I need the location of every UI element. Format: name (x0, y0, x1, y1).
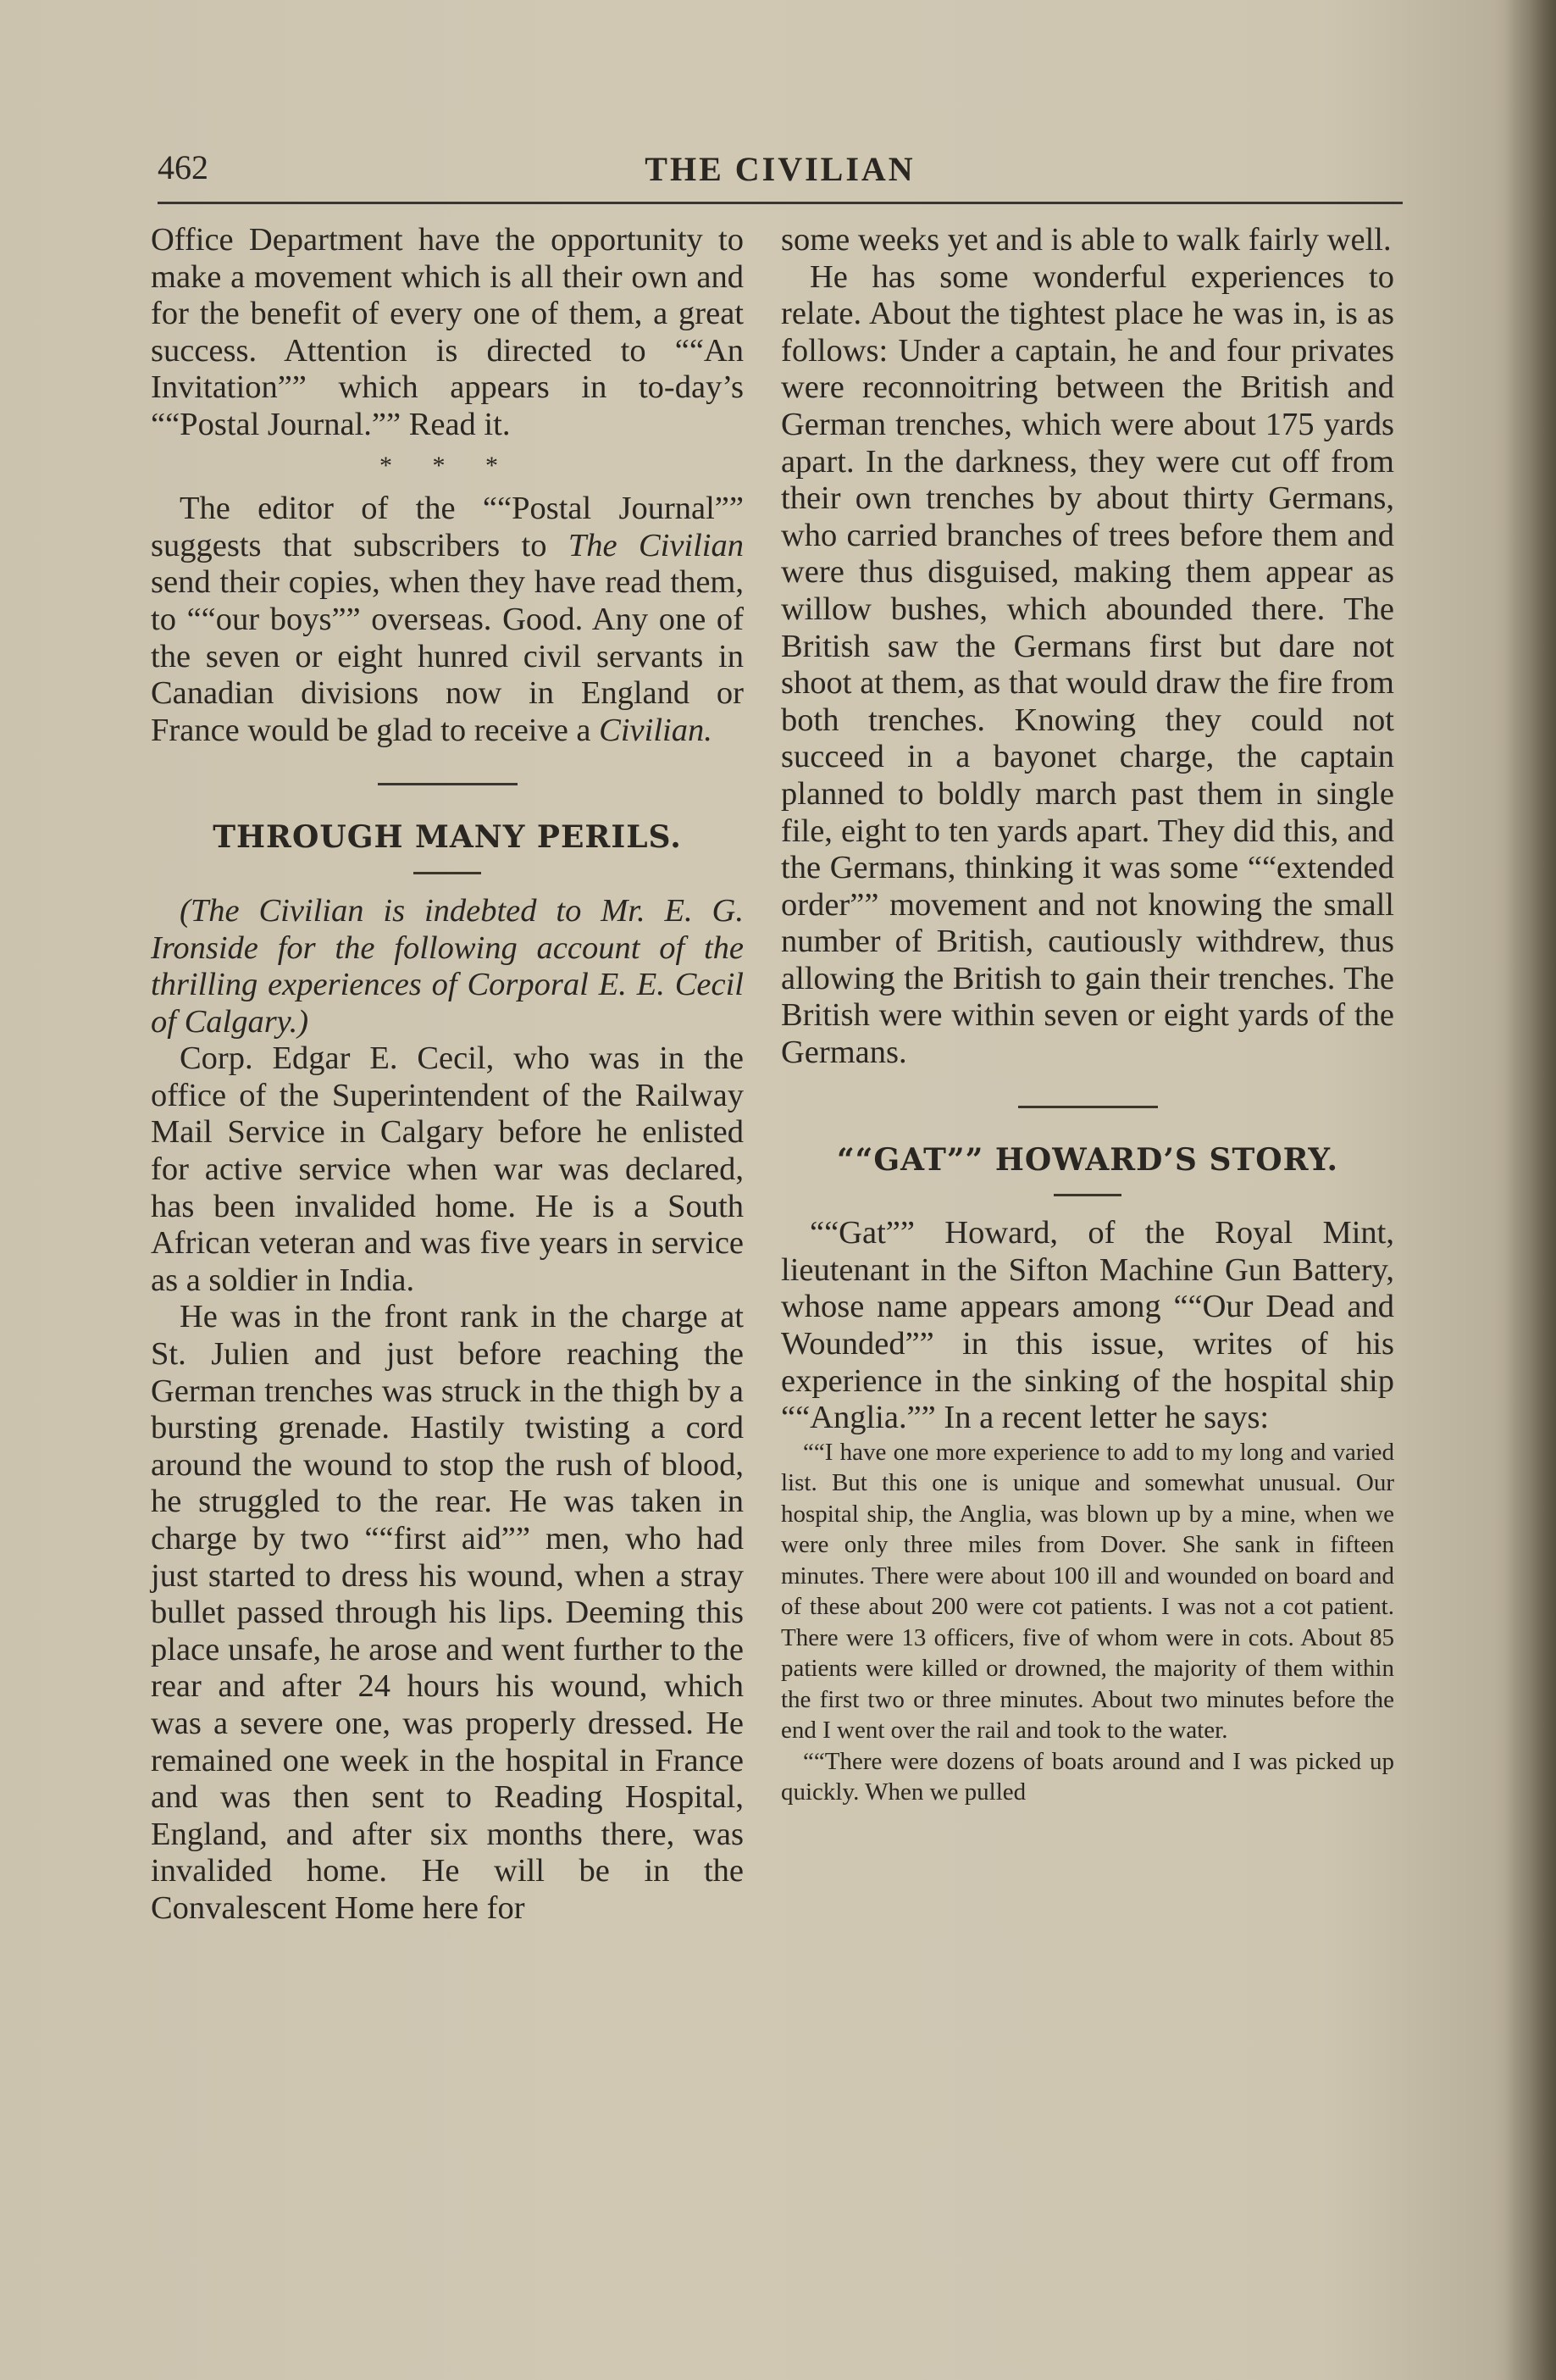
heading-gat-howard: ““GAT”” HOWARD’S STORY. (836, 1141, 1339, 1178)
editor-text-b: send their copies, when they have read them, to ““our boys”” overseas. Good. Any one of the seven or eight hunred civil servants in Canadian divisions now in England or France would be glad to receive a (151, 564, 744, 748)
howard-paragraph: ““Gat”” Howard, of the Royal Mint, lieutenant in the Sifton Machine Gun Battery, whose name appears among ““Our Dead and Wounded”” in this issue, writes of his experience in the sinking of the hospital ship ““Anglia.”” In a recent letter he says: (781, 1215, 1394, 1436)
heading-underline (413, 872, 481, 874)
letter-quote (781, 1437, 1394, 1808)
heading-underline-2 (1054, 1194, 1121, 1196)
cecil-paragraph-3: He has some wonderful experiences to relate. About the tightest place he was in, is as follows: Under a captain, he and four privates were reconnoitring between the British and German trenches, which were about 175 yards apart. In the darkness, they were cut off from their own trenches by about thirty Germans, who carried branches of trees before them and were thus disguised, making them appear as willow bushes, which abounded there. The British saw the Germans first but dare not shoot at them, as that would draw the fire from both trenches. Knowing they could not succeed in a bayonet charge, the captain planned to boldly march past them in single file, eight to ten yards apart. They did this, and the Germans, thinking it was some ““extended order”” movement and not knowing the small number of British, cautiously withdrew, thus allowing the British to gain their trenches. The British were within seven or eight yards of the Germans. (781, 258, 1394, 1071)
editor-text-italic2: Civilian. (599, 712, 712, 748)
page-number: 462 (158, 148, 208, 186)
header-rule (158, 202, 1403, 204)
editor-text-italic: The Civilian (568, 527, 744, 563)
page-header (158, 144, 1403, 195)
heading-through-many-perils: THROUGH MANY PERILS. (213, 819, 682, 856)
intro-paragraph: Office Department have the opportunity to make a movement which is all their own and for the benefit of every one of them, a great success. Attention is directed to ““An Invitation”” which appears in to-day’s ““Postal Journal.”” Read it. (151, 222, 744, 442)
right-column (781, 222, 1394, 1808)
section-divider (378, 783, 518, 785)
page-edge-shadow (1505, 0, 1556, 2380)
section-divider-2 (1018, 1106, 1158, 1108)
cecil-paragraph-1: Corp. Edgar E. Cecil, who was in the office of the Superintendent of the Railway Mail Service in Calgary before he enlisted for active service when war was declared, has been invalided home. He is a South African veteran and was five years in service as a soldier in India. (151, 1040, 744, 1298)
section-stars: * * * (379, 451, 515, 480)
left-column (151, 222, 744, 1928)
editor-text-a: The editor of the ““Postal Journal”” suggests that subscribers to (151, 491, 744, 563)
running-title: THE CIVILIAN (645, 150, 916, 188)
cecil-paragraph-2: He was in the front rank in the charge at St. Julien and just before reaching the German trenches was struck in the thigh by a bursting grenade. Hastily twisting a cord around the wound to stop the rush of blood, he struggled to the rear. He was taken in charge by two ““first aid”” men, who had just started to dress his wound, when a stray bullet passed through his lips. Deeming this place unsafe, he arose and went further to the rear and after 24 hours his wound, which was a severe one, was properly dressed. He remained one week in the hospital in France and was then sent to Reading Hospital, England, and after six months there, was invalided home. He will be in the Convalescent Home here for (151, 1299, 744, 1926)
quote-paragraph-2: ““There were dozens of boats around and I was picked up quickly. When we pulled (781, 1747, 1394, 1806)
continued-paragraph: some weeks yet and is able to walk fairly well. (781, 222, 1392, 258)
quote-paragraph-1: ““I have one more experience to add to my long and varied list. But this one is unique and somewhat unusual. Our hospital ship, the Anglia, was blown up by a mine, when we were only three miles from Dover. She sank in fifteen minutes. There were about 100 ill and wounded on board and of these about 200 were cot patients. I was not a cot patient. There were 13 officers, five of whom were in cots. About 85 patients were killed or drowned, the majority of them within the first two or three minutes. About two minutes before the end I went over the rail and took to the water. (781, 1438, 1394, 1745)
credit-note: (The Civilian is indebted to Mr. E. G. Ironside for the following account of the thrilling experiences of Corporal E. E. Cecil of Calgary.) (151, 892, 744, 1040)
editor-paragraph (151, 491, 744, 749)
